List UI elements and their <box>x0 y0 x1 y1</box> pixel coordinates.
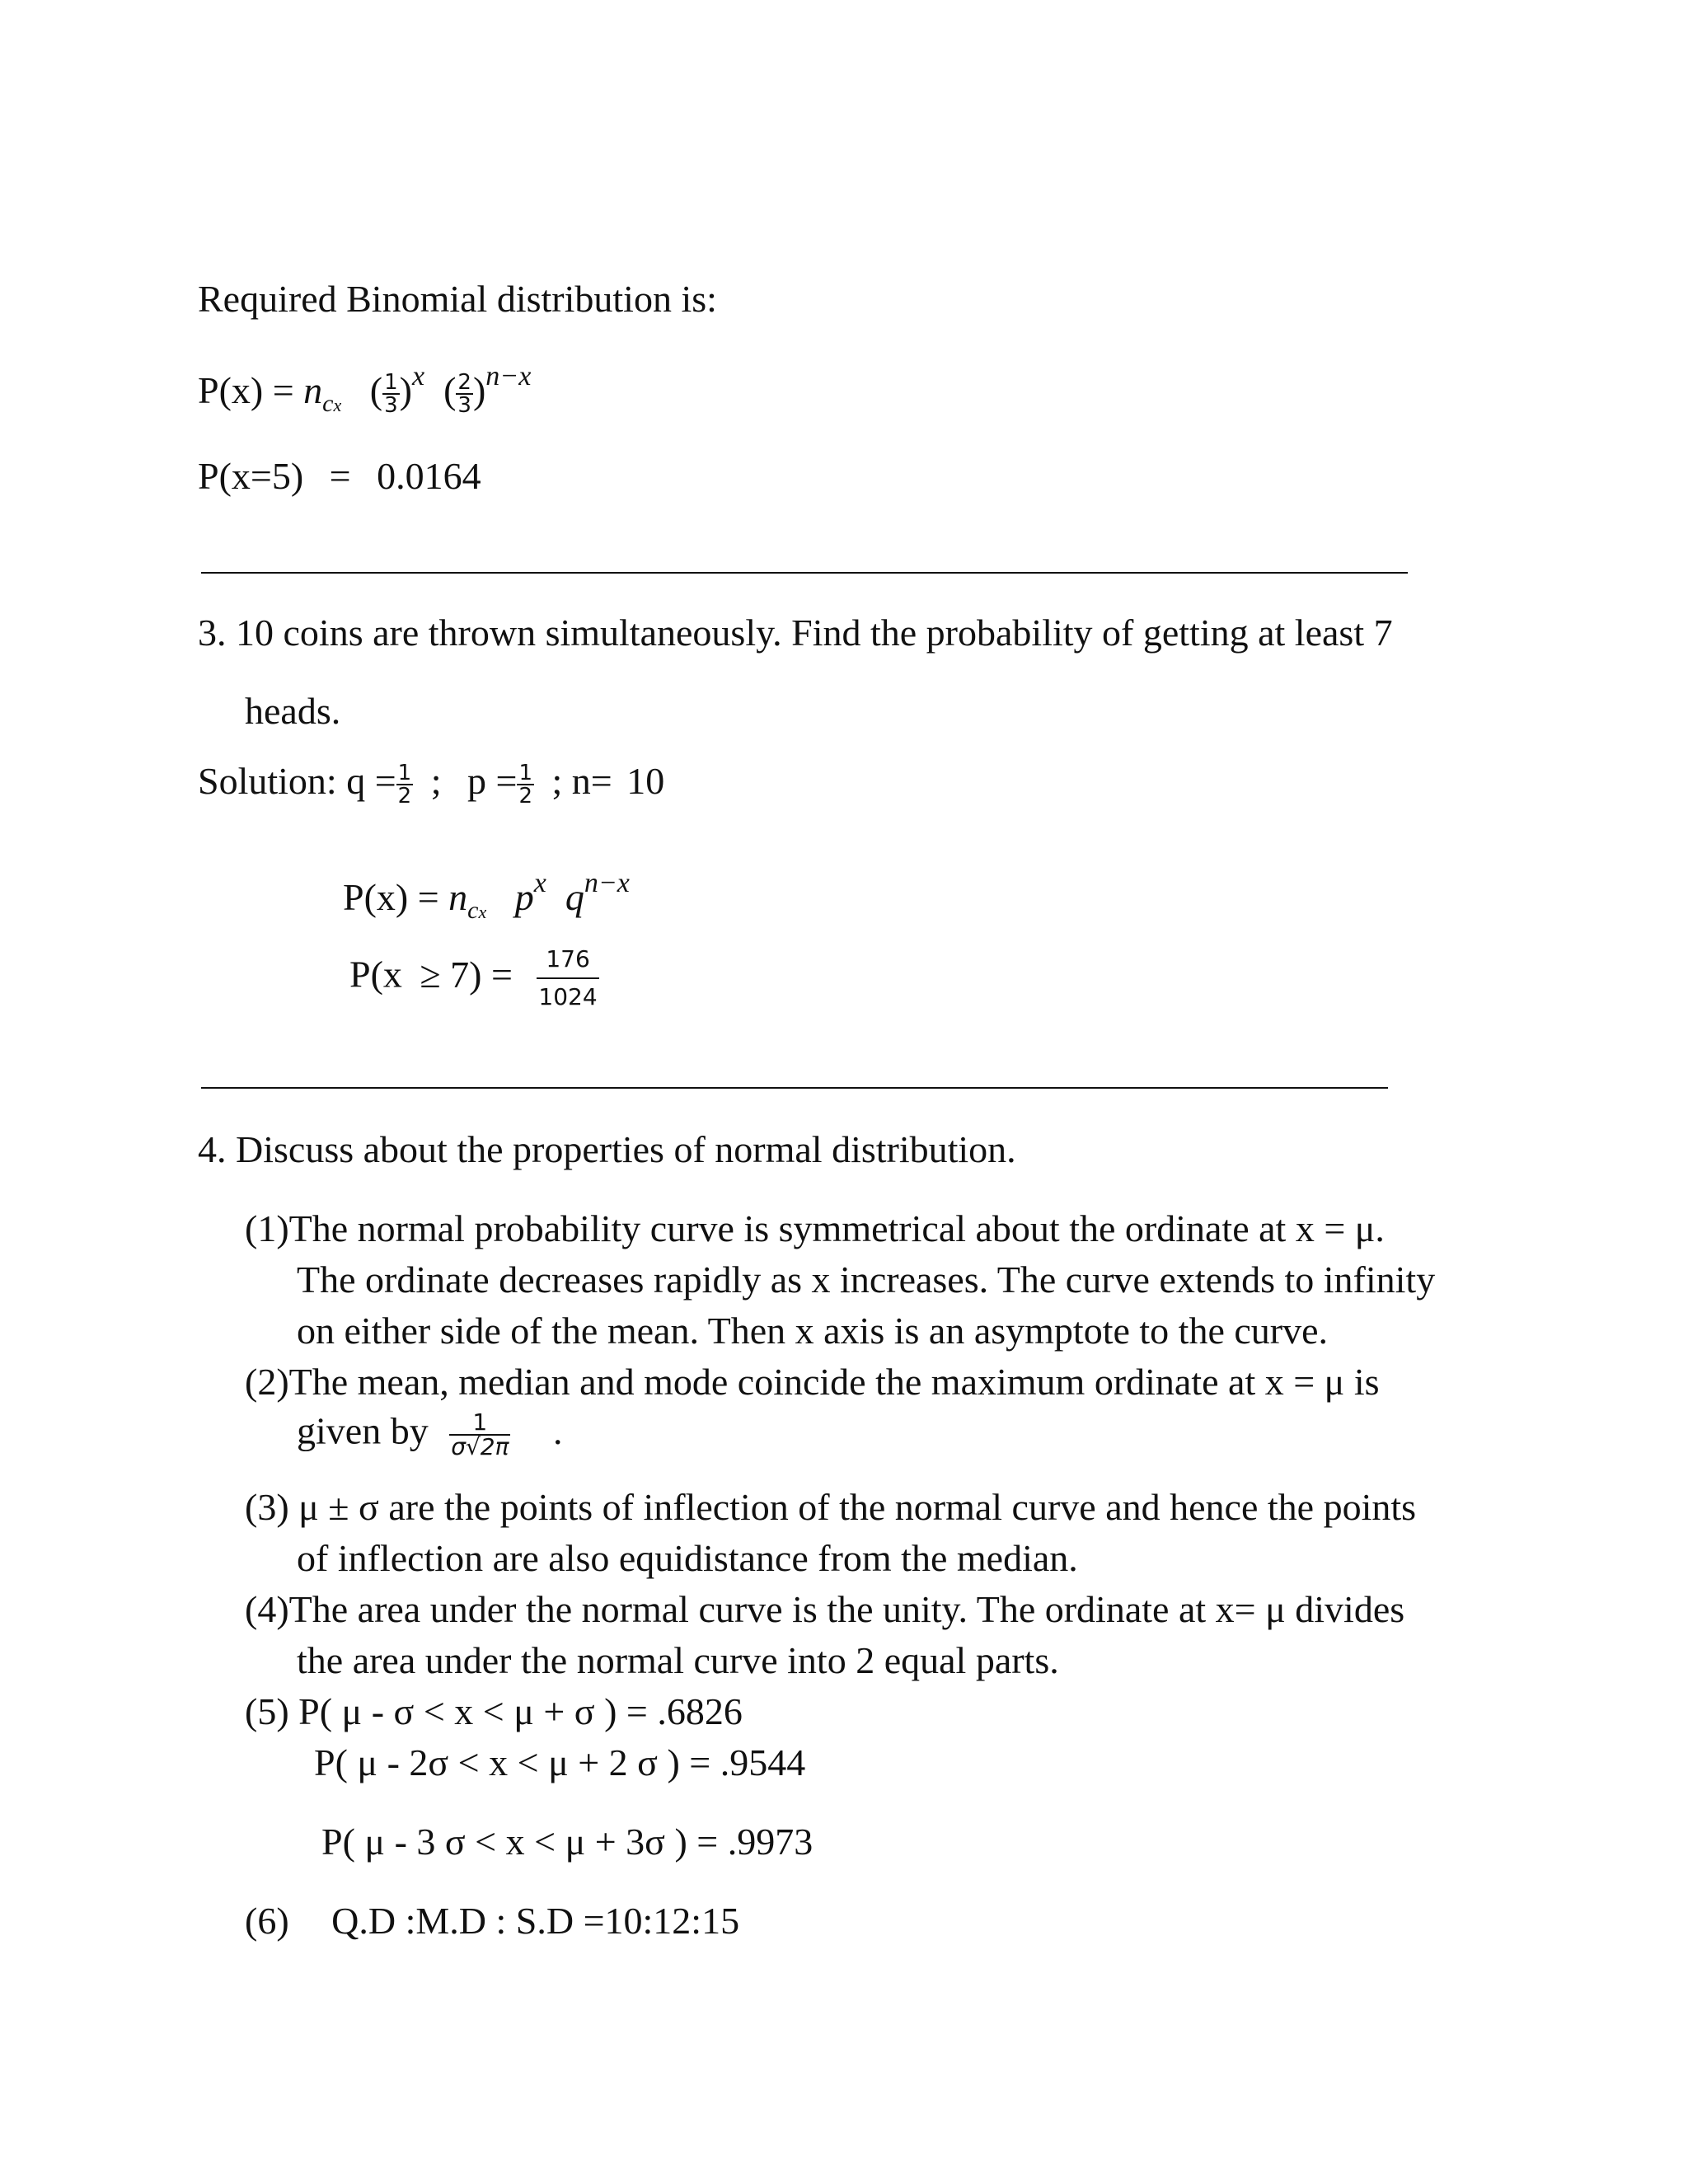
p-x-equals-5 <box>198 457 481 495</box>
p-label: p = <box>467 760 518 802</box>
solution-line <box>198 762 664 807</box>
property-2-line1: (2)The mean, median and mode coincide the maximum ordinate at x = μ is <box>245 1361 1380 1403</box>
question-3-line1: 3. 10 coins are thrown simultaneously. Find the probability of getting at least 7 <box>198 612 1393 654</box>
solution-label: Solution: q = <box>198 760 396 802</box>
question-3-line2: heads. <box>245 690 341 732</box>
property-4-line1: (4)The area under the normal curve is the unity. The ordinate at x= μ divides <box>245 1588 1405 1630</box>
answer-fraction: $\frac{176}{1024}$ <box>538 945 598 1010</box>
divider <box>201 572 1408 574</box>
exponent-n-minus-x: n−x <box>485 361 532 391</box>
property-3-line1: (3) μ ± σ are the points of inflection of the normal curve and hence the points <box>245 1486 1417 1528</box>
exponent-x: x <box>411 361 425 391</box>
property-4-line2: the area under the normal curve into 2 equal parts. <box>297 1639 1059 1681</box>
q-fraction: $\frac{1}{2}$ <box>397 761 412 809</box>
property-5-line3: P( μ - 3 σ < x < μ + 3σ ) = .9973 <box>321 1821 814 1863</box>
property-6: (6) Q.D :M.D : S.D =10:12:15 <box>245 1900 740 1942</box>
property-5-line2: P( μ - 2σ < x < μ + 2 σ ) = .9544 <box>314 1741 806 1783</box>
binomial-general-formula: $P(x) = n_{cx}$ $p^x$ $q^{n-x}$ <box>343 868 630 924</box>
n-label: ; n= <box>551 760 612 802</box>
one-third-fraction: $\frac{1}{3}$ <box>384 370 398 419</box>
two-thirds-fraction: $\frac{2}{3}$ <box>457 370 471 419</box>
binomial-formula: $P(x) = n_{cx}$ ( $\frac{1}{3}$ )$^x$ ( $\frac{2}{3}$ )$^{n-x}$ <box>198 361 532 419</box>
formula-lhs: P(x) = <box>198 369 294 411</box>
normal-max-ordinate-fraction: $\frac{1}{\sigma√2\pi}$ <box>451 1408 509 1460</box>
property-2-given-by: given by $\frac{1}{\sigma√2\pi}$ . <box>297 1408 563 1460</box>
question-4: 4. Discuss about the properties of normal distribution. <box>198 1128 1016 1170</box>
separator: ; <box>430 760 442 802</box>
c-subscript: cx <box>322 390 342 417</box>
n-symbol: n <box>303 369 323 411</box>
binomial-heading: Required Binomial distribution is: <box>198 278 717 320</box>
p5-lhs: P(x=5) <box>198 455 304 497</box>
divider <box>201 1087 1388 1089</box>
property-5-line1: (5) P( μ - σ < x < μ + σ ) = .6826 <box>245 1690 743 1732</box>
property-1-line2: The ordinate decreases rapidly as x increases. The curve extends to infinity <box>297 1258 1436 1301</box>
p5-value: 0.0164 <box>377 455 481 497</box>
at-least-7-formula: P(x ≥ 7) = $\frac{176}{1024}$ <box>349 945 598 1010</box>
property-1-line3: on either side of the mean. Then x axis is an asymptote to the curve. <box>297 1310 1329 1352</box>
property-3-line2: of inflection are also equidistance from the median. <box>297 1537 1078 1579</box>
n-value: 10 <box>626 760 665 802</box>
property-1-line1: (1)The normal probability curve is symmetrical about the ordinate at x = μ. <box>245 1207 1385 1249</box>
p-fraction: $\frac{1}{2}$ <box>518 761 532 809</box>
p5-equals: = <box>329 455 351 497</box>
